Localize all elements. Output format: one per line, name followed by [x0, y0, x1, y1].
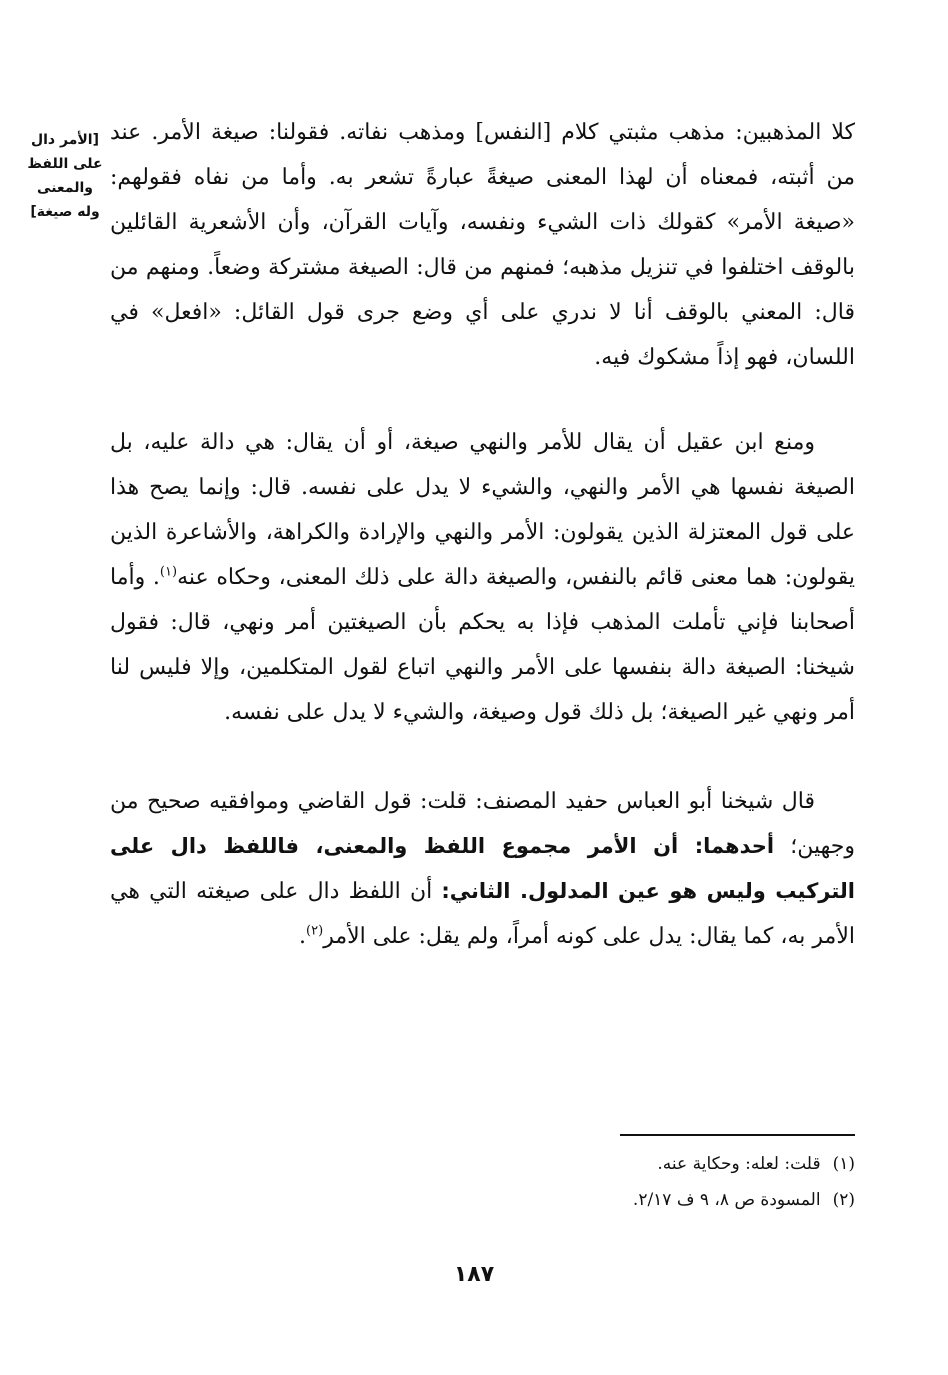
footnote-divider [620, 1134, 855, 1136]
paragraph-3-bold: أحدهما: أن الأمر مجموع اللفظ والمعنى، فاللفظ دال على التركيب وليس هو عين المدلول. الثاني: [110, 834, 855, 903]
footnote-2 [110, 1182, 855, 1218]
paragraph-1: كلا المذهبين: مذهب مثبتي كلام [النفس] ومذهب نفاته. فقولنا: صيغة الأمر. عند من أثبته، فمعناه أن لهذا المعنى صيغةً عبارةً تشعر به. وأما من نفاه فقولهم: «صيغة الأمر» كقولك ذات الشيء ونفسه، وآيات القرآن، وأن الأشعرية القائلين بالوقف اختلفوا في تنزيل مذهبه؛ فمنهم من قال: الصيغة مشتركة وضعاً. ومنهم من قال: المعني بالوقف أنا لا ندري على أي وضع جرى قول القائل: «افعل» في اللسان، فهو إذاً مشكوك فيه. [110, 120, 855, 370]
footnote-ref-2[interactable]: (٢) [306, 923, 324, 939]
footnote-2-number: (٢) [832, 1190, 855, 1210]
paragraph-2 [110, 420, 855, 735]
footnote-1-number: (١) [832, 1154, 855, 1174]
page-number: ١٨٧ [453, 1262, 495, 1287]
paragraph-2-text-a: ومنع ابن عقيل أن يقال للأمر والنهي صيغة، أو أن يقال: هي دالة عليه، بل الصيغة نفسها هي الأمر والنهي، والشيء لا يدل على نفسه. قال: وإنما يصح هذا على قول المعتزلة الذين يقولون: الأمر والنهي والإرادة والكراهة، والأشاعرة الذين يقولون: هما معنى قائم بالنفس، والصيغة دالة على ذلك المعنى، وحكاه عنه [110, 430, 855, 590]
paragraph-3-text-c: . [299, 924, 307, 949]
paragraph-2-text-b: . وأما أصحابنا فإني تأملت المذهب فإذا به يحكم بأن الصيغتين أمر ونهي، قال: فقول شيخنا: الصيغة دالة بنفسها على الأمر والنهي اتباع لقول المتكلمين، وإلا فليس لنا أمر ونهي غير الصيغة؛ بل ذلك قول وصيغة، والشيء لا يدل على نفسه. [110, 565, 855, 725]
paragraph-3-text-b: أن اللفظ دال على صيغته التي هي الأمر به، كما يقال: يدل على كونه أمراً، ولم يقل: على الأمر [110, 879, 855, 949]
footnotes [110, 1146, 855, 1218]
footnote-1 [110, 1146, 855, 1182]
footnote-ref-1[interactable]: (١) [159, 564, 178, 580]
footnote-1-text: قلت: لعله: وحكاية عنه. [657, 1154, 821, 1174]
footnote-2-text: المسودة ص ٨، ٩ ف ٢/١٧. [632, 1190, 821, 1210]
paragraph-3-text-a: قال شيخنا أبو العباس حفيد المصنف: قلت: قول القاضي وموافقيه صحيح من وجهين؛ [110, 789, 855, 859]
paragraph-3 [110, 779, 855, 959]
margin-heading: [الأمر دال على اللفظ والمعنى وله صيغة] [27, 132, 103, 220]
main-text [110, 110, 855, 959]
